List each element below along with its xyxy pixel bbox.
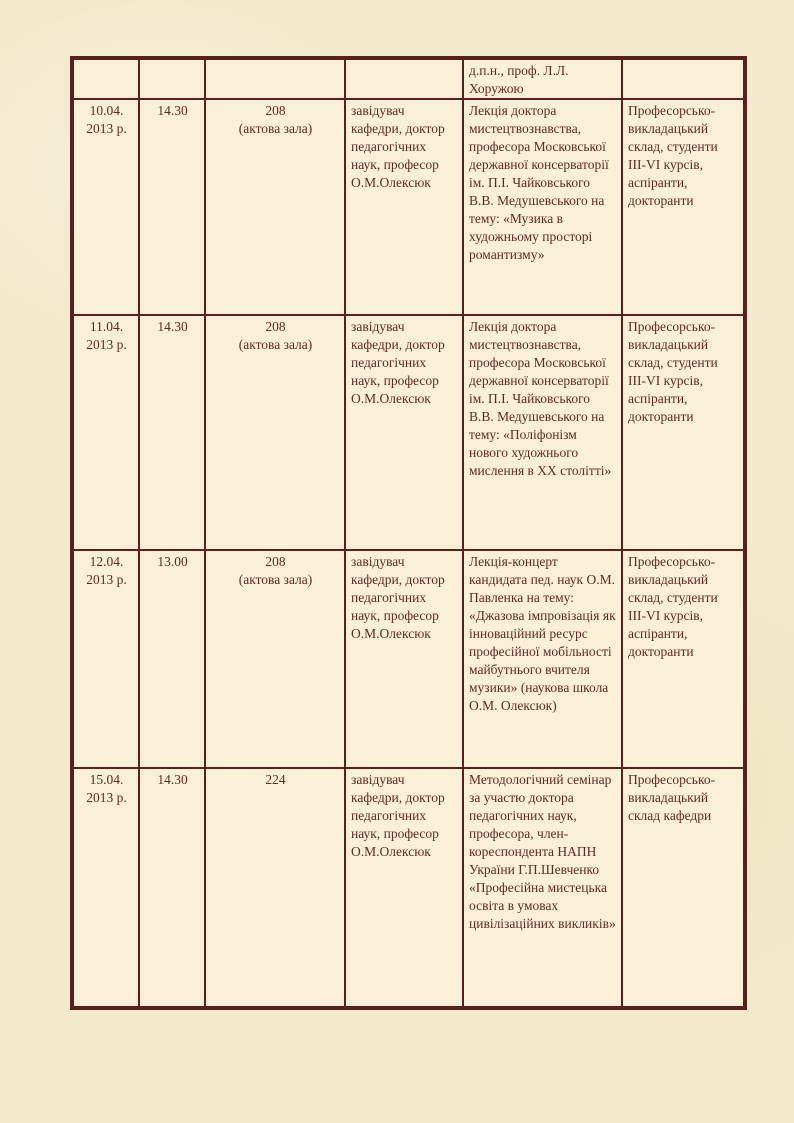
cell-responsible: завідувач кафедри, доктор педагогічних наук, професор О.М.Олексюк bbox=[345, 99, 463, 315]
cell-room bbox=[205, 768, 345, 1008]
table-row bbox=[72, 768, 745, 1008]
cell-date bbox=[72, 58, 139, 99]
cell-time bbox=[139, 58, 205, 99]
cell-responsible: завідувач кафедри, доктор педагогічних наук, професор О.М.Олексюк bbox=[345, 768, 463, 1008]
cell-responsible: завідувач кафедри, доктор педагогічних наук, професор О.М.Олексюк bbox=[345, 550, 463, 768]
cell-description: Методологічний семінар за участю доктора педагогічних наук, професора, член-кореспондента НАПН України Г.П.Шевченко «Професійна мистецька освіта в умовах цивілізаційних викликів» bbox=[463, 768, 622, 1008]
cell-room bbox=[205, 315, 345, 550]
table-row-carryover bbox=[72, 58, 745, 99]
cell-description: Лекція-концерт кандидата пед. наук О.М. Павленка на тему: «Джазова імпровізація як інноваційний ресурс професійної мобільності майбутнього вчителя музики» (наукова школа О.М. Олексюк) bbox=[463, 550, 622, 768]
table-row bbox=[72, 99, 745, 315]
room-number: 208 bbox=[265, 103, 286, 118]
cell-time: 13.00 bbox=[139, 550, 205, 768]
cell-date: 12.04. 2013 р. bbox=[72, 550, 139, 768]
cell-time: 14.30 bbox=[139, 768, 205, 1008]
room-note: (актова зала) bbox=[238, 337, 313, 352]
cell-audience: Професорсько-викладацький склад, студенти ІІІ-VІ курсів, аспіранти, докторанти bbox=[622, 315, 745, 550]
cell-description: д.п.н., проф. Л.Л. Хоружою bbox=[463, 58, 622, 99]
cell-room bbox=[205, 58, 345, 99]
schedule-table bbox=[70, 56, 747, 1010]
room-note: (актова зала) bbox=[238, 572, 313, 587]
cell-room bbox=[205, 550, 345, 768]
cell-audience: Професорсько-викладацький склад, студенти ІІІ-VІ курсів, аспіранти, докторанти bbox=[622, 550, 745, 768]
cell-time: 14.30 bbox=[139, 315, 205, 550]
room-number: 224 bbox=[265, 772, 286, 787]
cell-audience: Професорсько-викладацький склад кафедри bbox=[622, 768, 745, 1008]
table-row bbox=[72, 315, 745, 550]
cell-responsible bbox=[345, 58, 463, 99]
cell-room bbox=[205, 99, 345, 315]
table-row bbox=[72, 550, 745, 768]
cell-time: 14.30 bbox=[139, 99, 205, 315]
cell-responsible: завідувач кафедри, доктор педагогічних наук, професор О.М.Олексюк bbox=[345, 315, 463, 550]
cell-audience: Професорсько-викладацький склад, студенти ІІІ-VІ курсів, аспіранти, докторанти bbox=[622, 99, 745, 315]
cell-date: 10.04. 2013 р. bbox=[72, 99, 139, 315]
room-number: 208 bbox=[265, 319, 286, 334]
room-note: (актова зала) bbox=[238, 121, 313, 136]
cell-description: Лекція доктора мистецтвознавства, професора Московської державної консерваторії ім. П.І. Чайковського В.В. Медушевського на тему: «Поліфонізм нового художнього мислення в ХХ столітті» bbox=[463, 315, 622, 550]
cell-audience bbox=[622, 58, 745, 99]
room-number: 208 bbox=[265, 554, 286, 569]
cell-description: Лекція доктора мистецтвознавства, професора Московської державної консерваторії ім. П.І. Чайковського В.В. Медушевського на тему: «Музика в художньому просторі романтизму» bbox=[463, 99, 622, 315]
cell-date: 15.04. 2013 р. bbox=[72, 768, 139, 1008]
cell-date: 11.04. 2013 р. bbox=[72, 315, 139, 550]
